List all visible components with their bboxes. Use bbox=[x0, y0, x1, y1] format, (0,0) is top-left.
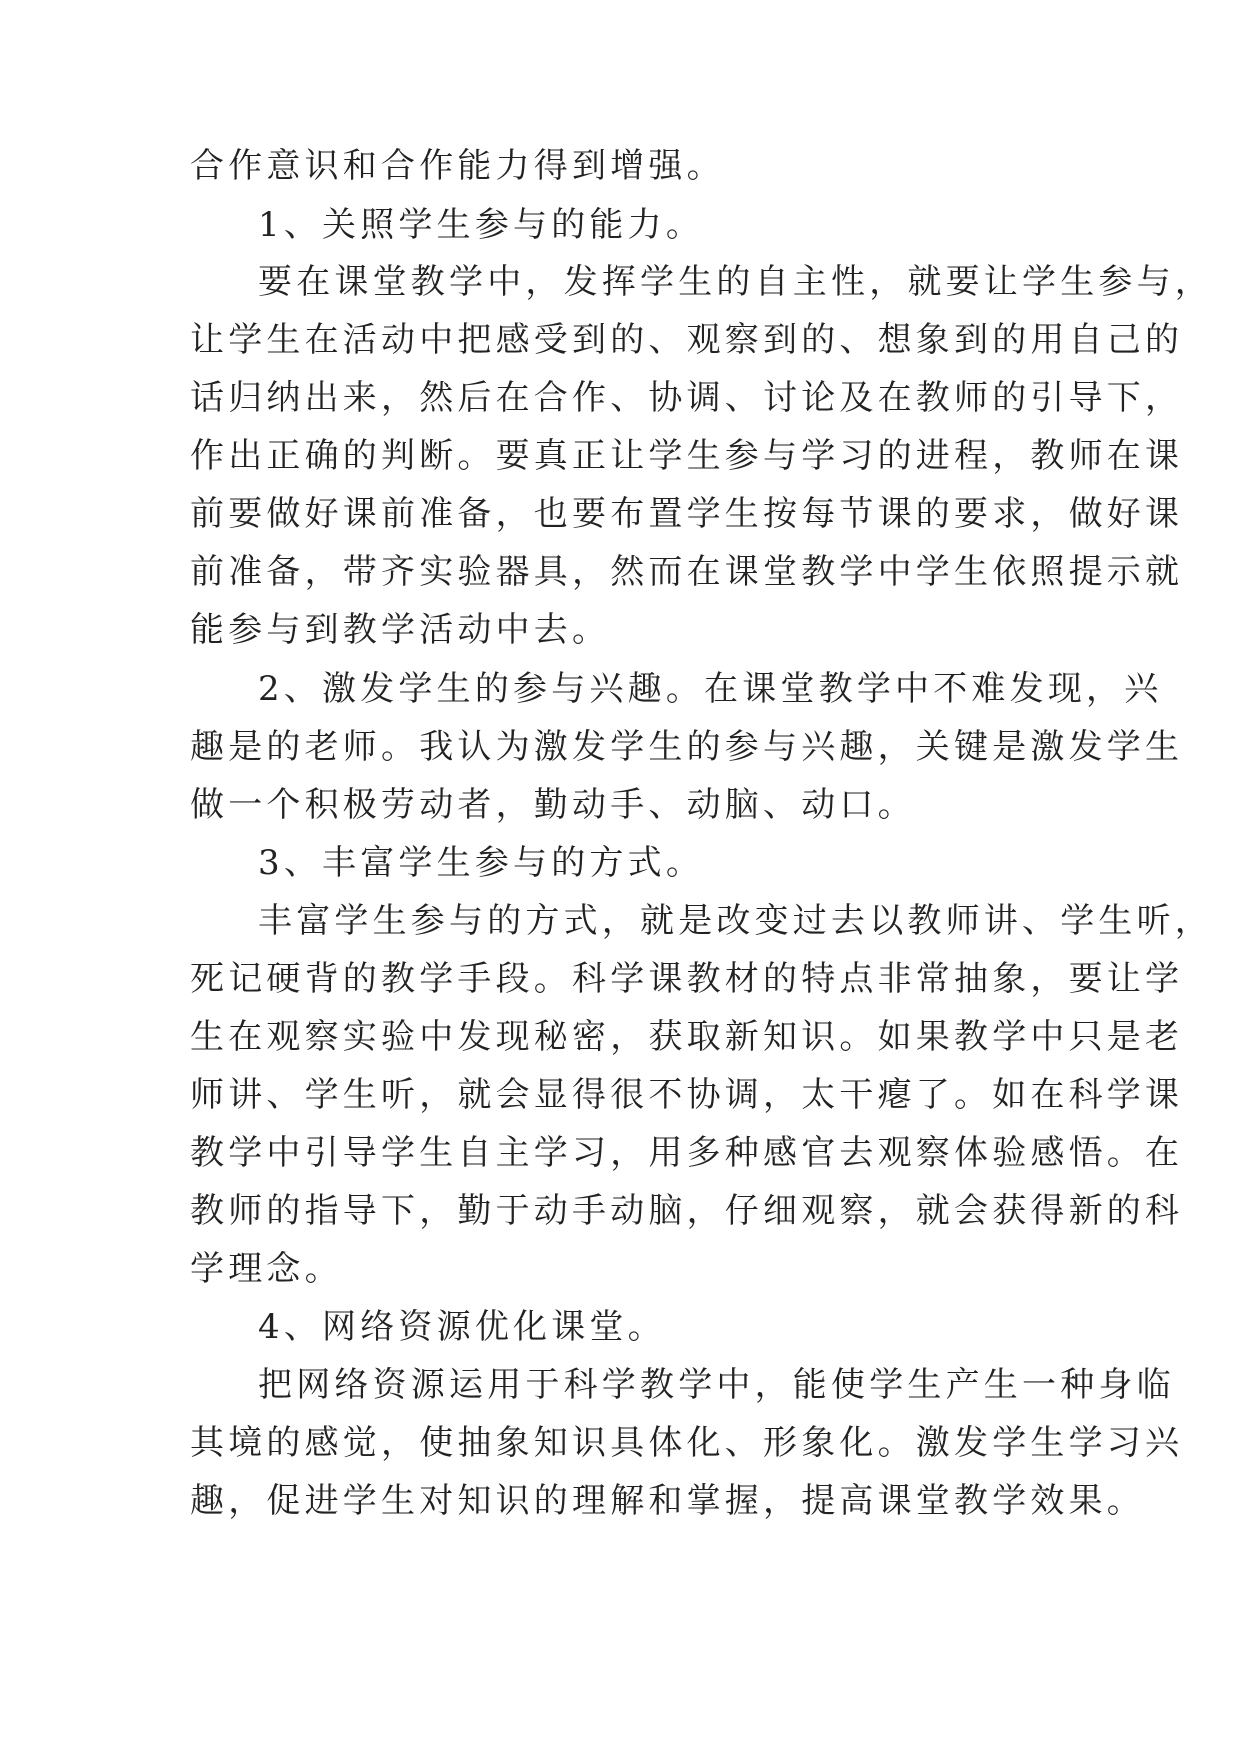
paragraph-line: 师讲、学生听，就会显得很不协调，太干瘪了。如在科学课 bbox=[190, 1075, 1184, 1115]
paragraph-line: 其境的感觉，使抽象知识具体化、形象化。激发学生学习兴 bbox=[190, 1423, 1184, 1463]
paragraph-line: 死记硬背的教学手段。科学课教材的特点非常抽象，要让学 bbox=[190, 959, 1184, 999]
paragraph-line: 丰富学生参与的方式，就是改变过去以教师讲、学生听， bbox=[258, 901, 1213, 941]
section-heading: 4、网络资源优化课堂。 bbox=[258, 1307, 666, 1347]
paragraph-line: 教学中引导学生自主学习，用多种感官去观察体验感悟。在 bbox=[190, 1133, 1184, 1173]
paragraph-line: 话归纳出来，然后在合作、协调、讨论及在教师的引导下， bbox=[190, 378, 1184, 418]
paragraph-line: 作出正确的判断。要真正让学生参与学习的进程，教师在课 bbox=[190, 436, 1184, 476]
paragraph-line: 2、激发学生的参与兴趣。在课堂教学中不难发现，兴 bbox=[258, 669, 1163, 709]
paragraph-line: 让学生在活动中把感受到的、观察到的、想象到的用自己的 bbox=[190, 320, 1184, 360]
paragraph-line: 要在课堂教学中，发挥学生的自主性，就要让学生参与， bbox=[258, 262, 1213, 302]
paragraph-line: 生在观察实验中发现秘密，获取新知识。如果教学中只是老 bbox=[190, 1017, 1184, 1057]
section-heading: 1、关照学生参与的能力。 bbox=[258, 205, 705, 245]
paragraph-line: 教师的指导下，勤于动手动脑，仔细观察，就会获得新的科 bbox=[190, 1191, 1184, 1231]
paragraph-line: 能参与到教学活动中去。 bbox=[190, 610, 611, 650]
paragraph-line: 合作意识和合作能力得到增强。 bbox=[190, 146, 725, 186]
paragraph-line: 趣，促进学生对知识的理解和掌握，提高课堂教学效果。 bbox=[190, 1481, 1145, 1521]
paragraph-line: 把网络资源运用于科学教学中，能使学生产生一种身临 bbox=[258, 1365, 1175, 1405]
section-heading: 3、丰富学生参与的方式。 bbox=[258, 843, 705, 883]
paragraph-line: 趣是的老师。我认为激发学生的参与兴趣，关键是激发学生 bbox=[190, 727, 1184, 767]
paragraph-line: 前准备，带齐实验器具，然而在课堂教学中学生依照提示就 bbox=[190, 552, 1184, 592]
paragraph-line: 学理念。 bbox=[190, 1249, 343, 1289]
paragraph-line: 前要做好课前准备，也要布置学生按每节课的要求，做好课 bbox=[190, 494, 1184, 534]
paragraph-line: 做一个积极劳动者，勤动手、动脑、动口。 bbox=[190, 785, 916, 825]
